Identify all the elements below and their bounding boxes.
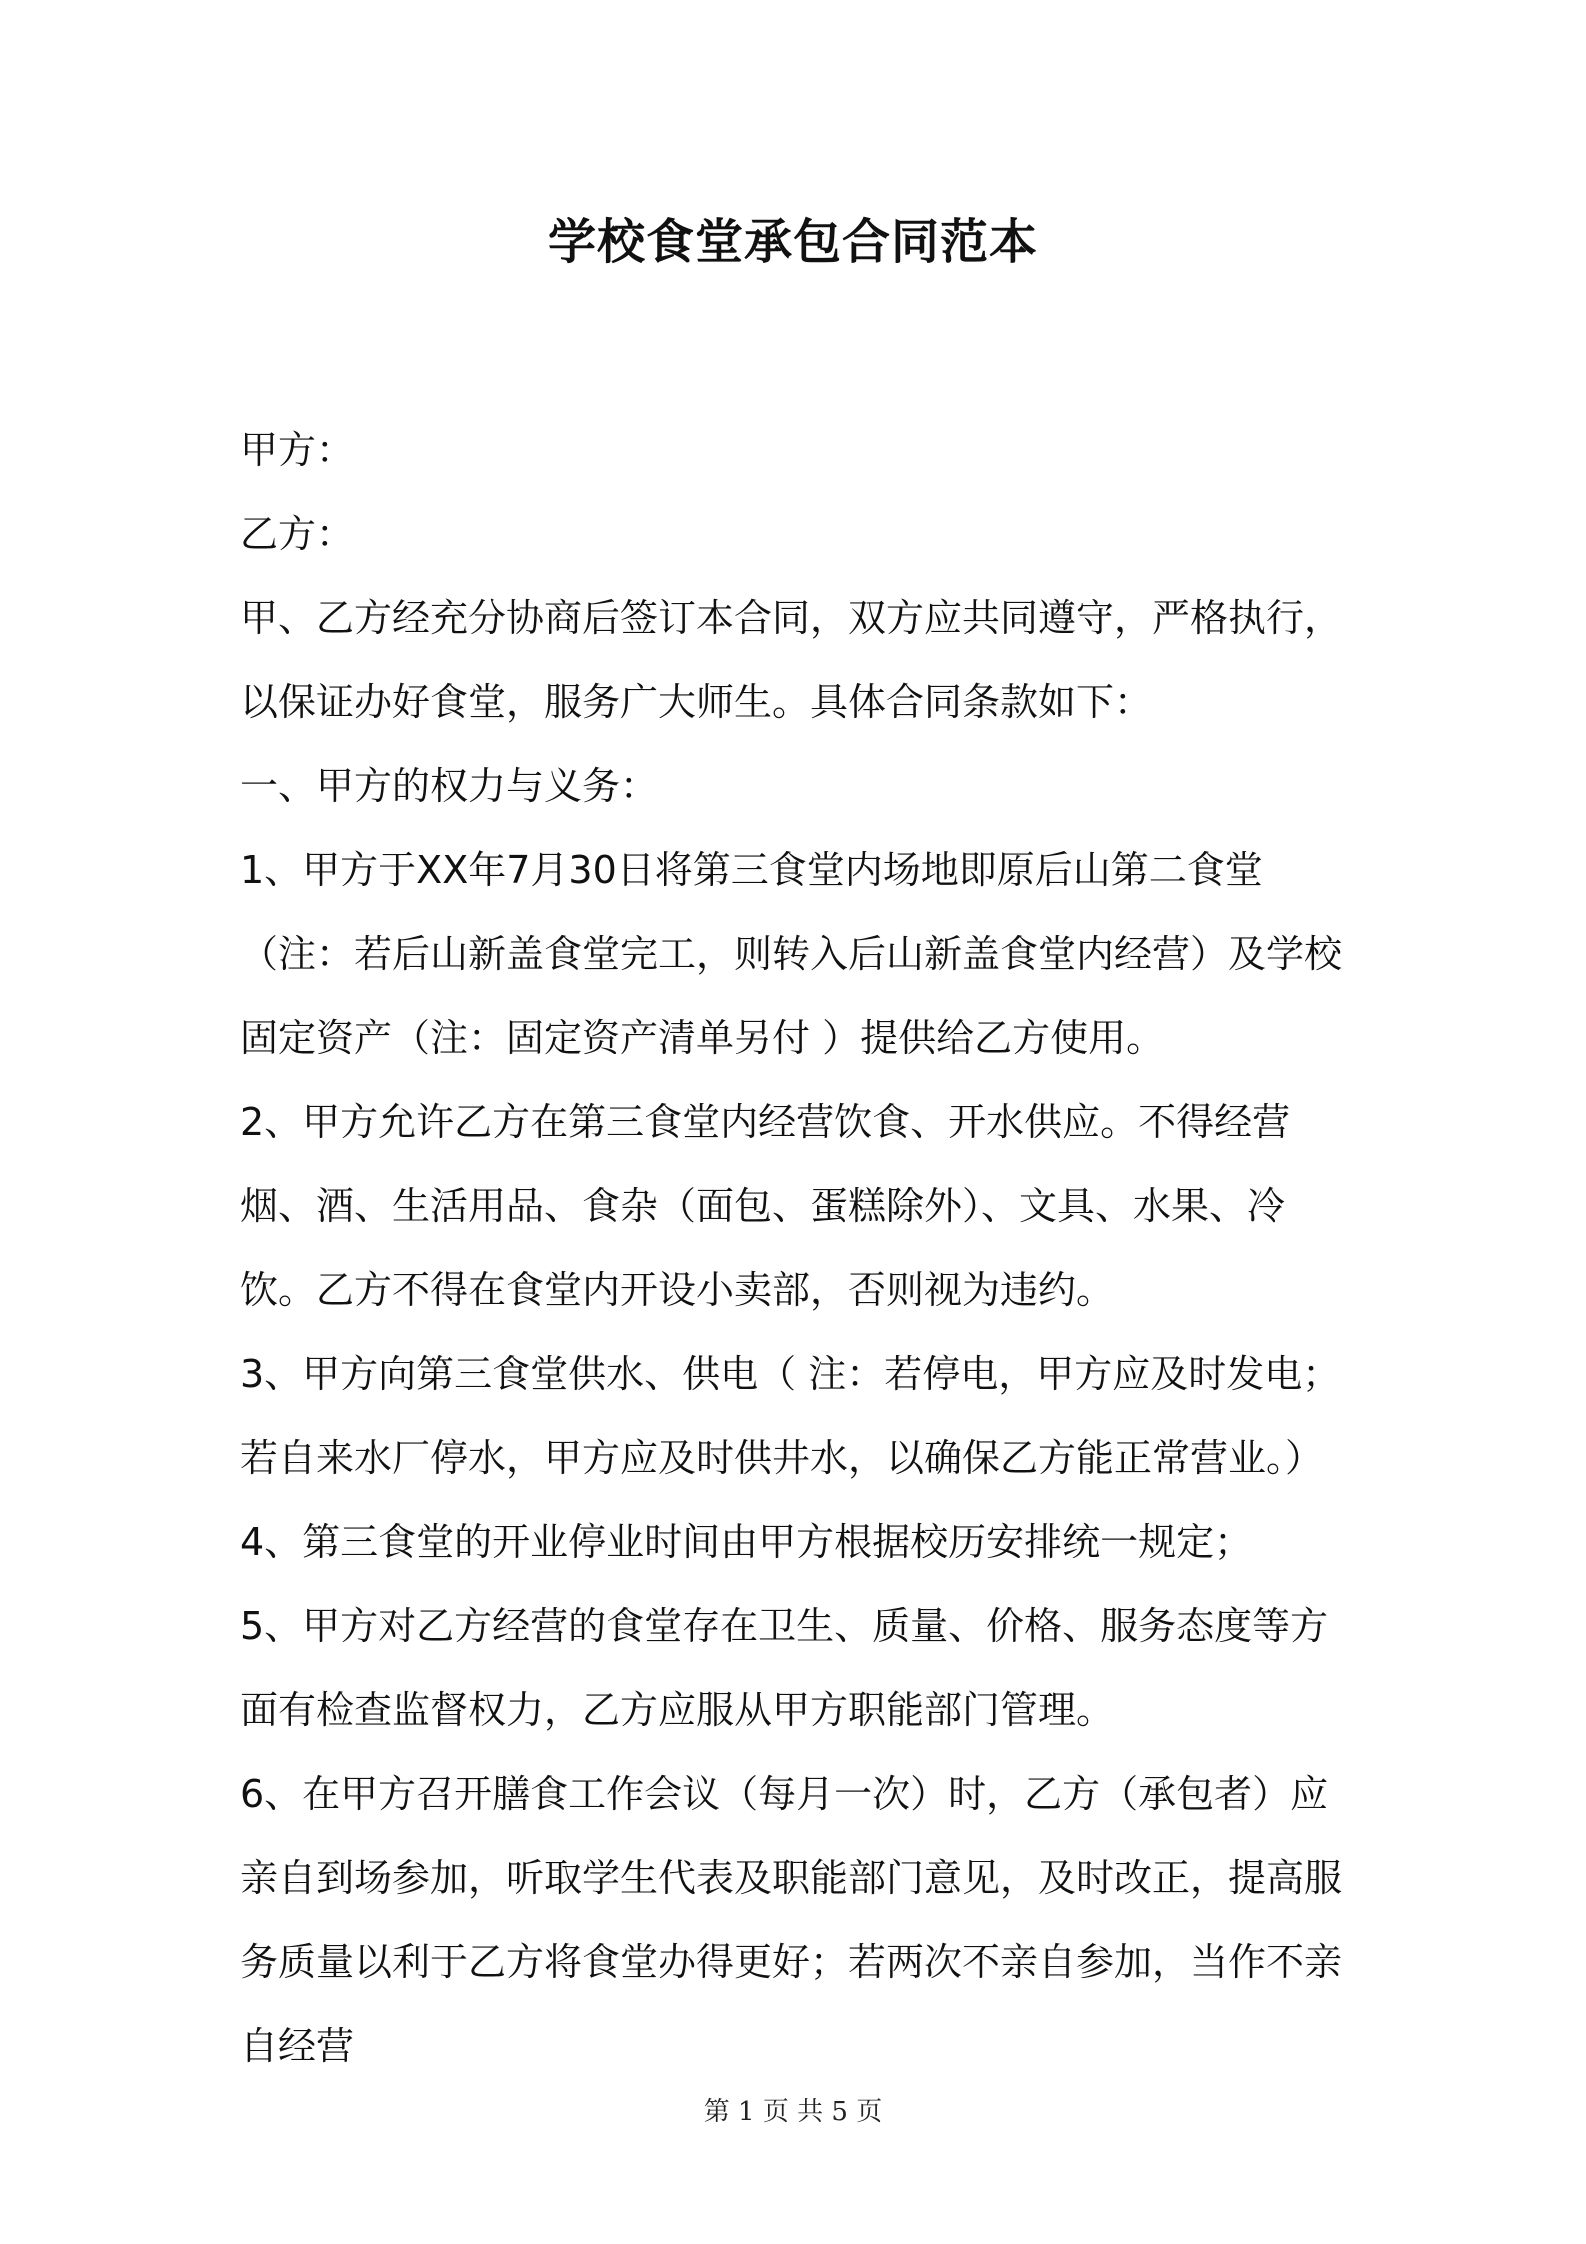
clause-3: 3、甲方向第三食堂供水、供电（ 注：若停电，甲方应及时发电；若自来水厂停水，甲方应及时供井水，以确保乙方能正常营业。） [240, 1352, 1341, 1480]
contract-intro-paragraph: 甲、乙方经充分协商后签订本合同，双方应共同遵守，严格执行，以保证办好食堂，服务广大师生。具体合同条款如下： [240, 596, 1343, 724]
clause-6: 6、在甲方召开膳食工作会议（每月一次）时，乙方（承包者）应亲自到场参加，听取学生代表及职能部门意见，及时改正，提高服务质量以利于乙方将食堂办得更好；若两次不亲自参加，当作不亲自经营 [240, 1772, 1343, 2068]
page-number-footer: 第 1 页 共 5 页 [703, 2097, 883, 2127]
clause-5: 5、甲方对乙方经营的食堂存在卫生、质量、价格、服务态度等方面有检查监督权力，乙方应服从甲方职能部门管理。 [240, 1604, 1329, 1732]
section-heading-party-a-rights: 一、甲方的权力与义务： [240, 764, 659, 808]
clause-4: 4、第三食堂的开业停业时间由甲方根据校历安排统一规定； [240, 1520, 1253, 1564]
document-body [240, 408, 1350, 2088]
clause-1: 1、甲方于XX年7月30日将第三食堂内场地即原后山第二食堂（注：若后山新盖食堂完工，则转入后山新盖食堂内经营）及学校固定资产（注：固定资产清单另付 ）提供给乙方使用。 [240, 848, 1343, 1060]
clause-2: 2、甲方允许乙方在第三食堂内经营饮食、开水供应。不得经营烟、酒、生活用品、食杂（面包、蛋糕除外）、文具、水果、冷饮。乙方不得在食堂内开设小卖部，否则视为违约。 [240, 1100, 1291, 1312]
document-title: 学校食堂承包合同范本 [547, 214, 1038, 270]
party-a-line: 甲方： [240, 428, 355, 472]
party-b-line: 乙方： [240, 512, 355, 556]
